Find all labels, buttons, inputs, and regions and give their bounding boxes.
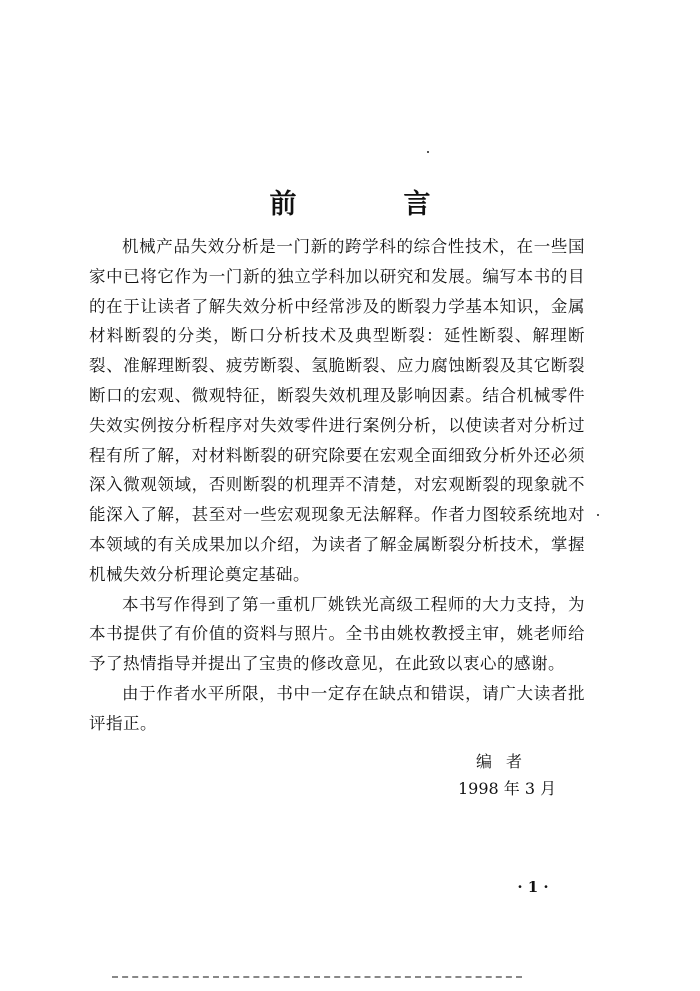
paragraph-1: 机械产品失效分析是一门新的跨学科的综合性技术，在一些国家中已将它作为一门新的独立学科加以研究和发展。编写本书的目的在于让读者了解失效分析中经常涉及的断裂力学基本知识，金属材料断裂的分类，断口分析技术及典型断裂：延性断裂、解理断裂、准解理断裂、疲劳断裂、氢脆断裂、应力腐蚀断裂及其它断裂断口的宏观、微观特征，断裂失效机理及影响因素。结合机械零件失效实例按分析程序对失效零件进行案例分析，以使读者对分析过程有所了解，对材料断裂的研究除要在宏观全面细致分析外还必须深入微观领域，否则断裂的机理弄不清楚，对宏观断裂的现象就不能深入了解，甚至对一些宏观现象无法解释。作者力图较系统地对本领域的有关成果加以介绍，为读者了解金属断裂分析技术，掌握机械失效分析理论奠定基础。 xyxy=(89,237,585,584)
paragraph-3: 由于作者水平所限，书中一定存在缺点和错误，请广大读者批评指正。 xyxy=(89,683,585,733)
page-number: · 1 · xyxy=(517,878,549,896)
signature-date: 1998 年 3 月 xyxy=(458,779,557,798)
signature-block xyxy=(440,748,580,802)
scan-speck-margin xyxy=(597,514,599,516)
paragraph-2: 本书写作得到了第一重机厂姚铁光高级工程师的大力支持，为本书提供了有价值的资料与照片。全书由姚枚教授主审，姚老师给予了热情指导并提出了宝贵的修改意见，在此致以衷心的感谢。 xyxy=(89,594,585,674)
preface-body xyxy=(89,232,585,739)
signature-author: 编者 xyxy=(476,752,537,771)
scan-speck xyxy=(427,151,429,153)
scan-artifact-line xyxy=(112,976,522,978)
page-title: 前 言 xyxy=(269,189,471,221)
